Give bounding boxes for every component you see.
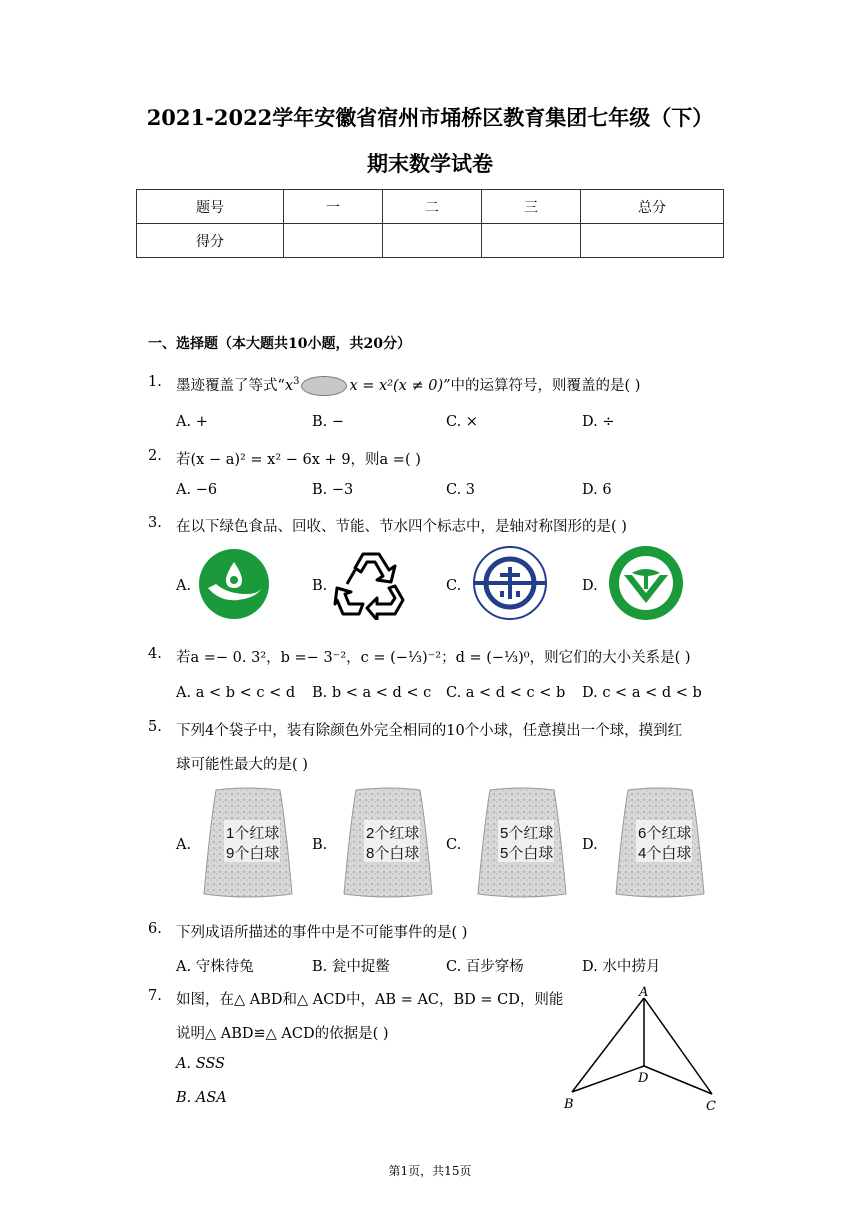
option-c[interactable]: C. xyxy=(446,837,462,853)
option-d[interactable]: D. c < a < d < b xyxy=(582,685,702,701)
score-table-score-row xyxy=(137,224,724,258)
option-c[interactable]: C. 百步穿杨 xyxy=(446,959,524,975)
option-c[interactable]: C. × xyxy=(446,414,478,430)
question-number: 1. xyxy=(148,374,162,390)
option-c[interactable]: C. a < d < c < b xyxy=(446,685,566,701)
recycle-logo-icon xyxy=(333,548,409,620)
question-number: 2. xyxy=(148,448,162,464)
score-header-cell: 二 xyxy=(383,190,482,224)
question-text-line-2: 球可能性最大的是( ) xyxy=(176,757,308,773)
question-text: 若a =− 0. 3²，b =− 3⁻²，c = (−⅓)⁻²；d = (−⅓)⁰，则它们的大小关系是( ) xyxy=(176,650,691,666)
question-text: 在以下绿色食品、回收、节能、节水四个标志中，是轴对称图形的是( ) xyxy=(176,519,627,535)
ink-blot xyxy=(301,376,347,396)
bag-d-icon xyxy=(612,786,708,900)
bag-white-count: 8个白球 xyxy=(366,845,420,862)
question-text: 若(x − a)² = x² − 6x + 9，则a =( ) xyxy=(176,452,421,468)
option-a[interactable]: A. SSS xyxy=(176,1056,225,1072)
score-cell[interactable] xyxy=(383,224,482,258)
score-row-label: 得分 xyxy=(137,224,284,258)
option-b[interactable]: B. − xyxy=(312,414,345,430)
question-text: 下列4个袋子中，装有除颜色外完全相同的10个小球，任意摸出一个球，摸到红 xyxy=(176,723,683,739)
question-number: 3. xyxy=(148,515,162,531)
question-number: 5. xyxy=(148,719,162,735)
title-line-2: 期末数学试卷 xyxy=(367,151,493,176)
option-c[interactable]: C. xyxy=(446,578,462,594)
option-a[interactable]: A. xyxy=(176,837,192,853)
question-text: 墨迹覆盖了等式“$x^3$ x = x²(x ≠ 0)”中的运算符号，则覆盖的是( ) xyxy=(176,376,641,394)
bag-white-count: 9个白球 xyxy=(226,845,280,862)
triangle-figure xyxy=(560,984,730,1114)
title-line-1: 2021-2022学年安徽省宿州市埇桥区教育集团七年级（下） xyxy=(146,105,714,130)
question-number: 6. xyxy=(148,921,162,937)
option-b[interactable]: B. 瓮中捉鳖 xyxy=(312,959,390,975)
option-a[interactable]: A. + xyxy=(176,414,208,430)
option-b[interactable]: B. xyxy=(312,578,328,594)
question-text: 下列成语所描述的事件中是不可能事件的是( ) xyxy=(176,925,468,941)
option-b[interactable]: B. b < a < d < c xyxy=(312,685,432,701)
water-saving-logo-icon xyxy=(608,545,684,621)
option-a[interactable]: A. xyxy=(176,578,192,594)
option-a[interactable]: A. a < b < c < d xyxy=(176,685,296,701)
option-d[interactable]: D. xyxy=(582,837,598,853)
score-table-header-row xyxy=(137,190,724,224)
option-b[interactable]: B. ASA xyxy=(176,1090,227,1106)
vertex-label-b: B xyxy=(564,1097,574,1112)
vertex-label-d: D xyxy=(638,1071,649,1086)
question-text: 如图，在△ ABD和△ ACD中，AB = AC，BD = CD，则能 xyxy=(176,992,564,1008)
question-text-line-2: 说明△ ABD≌△ ACD的依据是( ) xyxy=(176,1026,389,1042)
option-d[interactable]: D. xyxy=(582,578,598,594)
option-a[interactable]: A. −6 xyxy=(176,482,218,498)
bag-b-icon xyxy=(340,786,436,900)
bag-white-count: 4个白球 xyxy=(638,845,692,862)
question-number: 7. xyxy=(148,988,162,1004)
score-header-cell: 题号 xyxy=(137,190,284,224)
bag-red-count: 2个红球 xyxy=(366,825,420,842)
score-header-cell: 总分 xyxy=(581,190,724,224)
option-d[interactable]: D. ÷ xyxy=(582,414,615,430)
option-c[interactable]: C. 3 xyxy=(446,482,476,498)
option-d[interactable]: D. 6 xyxy=(582,482,612,498)
score-cell[interactable] xyxy=(482,224,581,258)
bag-a-icon xyxy=(200,786,296,900)
bag-c-icon xyxy=(474,786,570,900)
page-footer: 第1页，共15页 xyxy=(388,1164,472,1178)
option-b[interactable]: B. −3 xyxy=(312,482,354,498)
question-number: 4. xyxy=(148,646,162,662)
bag-white-count: 5个白球 xyxy=(500,845,554,862)
green-food-logo-icon xyxy=(198,548,270,620)
option-a[interactable]: A. 守株待兔 xyxy=(176,959,254,975)
score-cell[interactable] xyxy=(581,224,724,258)
score-header-cell: 三 xyxy=(482,190,581,224)
bag-red-count: 1个红球 xyxy=(226,825,280,842)
vertex-label-a: A xyxy=(639,985,649,1000)
score-table xyxy=(136,189,724,258)
option-b[interactable]: B. xyxy=(312,837,328,853)
section-heading: 一、选择题（本大题共10小题，共20分） xyxy=(148,336,411,352)
bag-red-count: 6个红球 xyxy=(638,825,692,842)
vertex-label-c: C xyxy=(706,1099,716,1114)
score-header-cell: 一 xyxy=(284,190,383,224)
energy-saving-logo-icon xyxy=(472,545,548,621)
bag-red-count: 5个红球 xyxy=(500,825,554,842)
option-d[interactable]: D. 水中捞月 xyxy=(582,959,661,975)
score-cell[interactable] xyxy=(284,224,383,258)
